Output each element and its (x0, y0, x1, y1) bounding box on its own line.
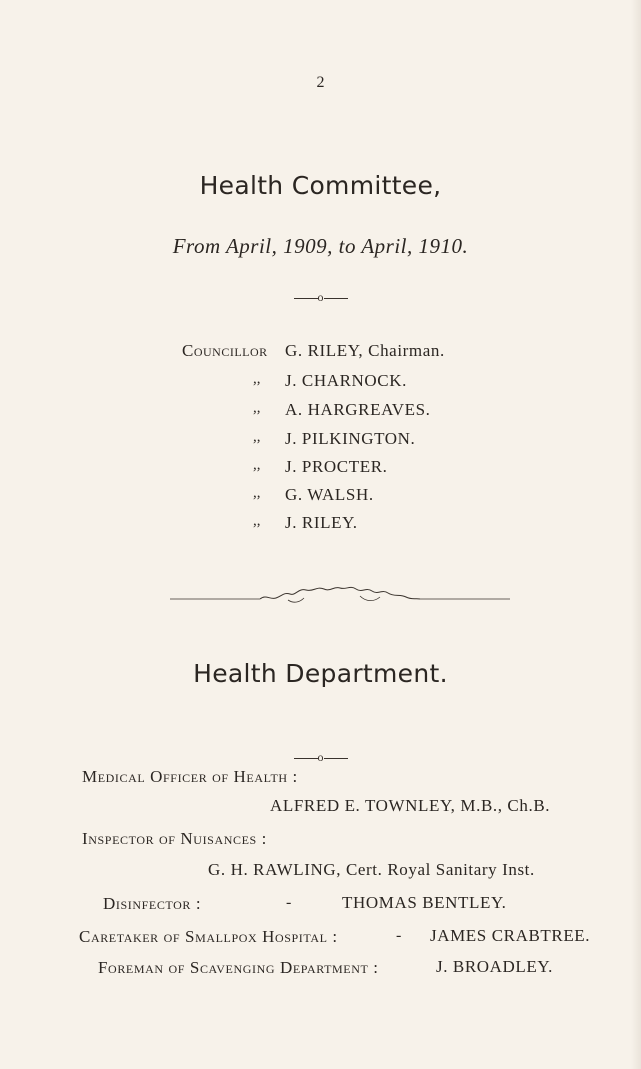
divider-mark: o (317, 290, 324, 304)
officer-title: Medical Officer of Health : (82, 767, 298, 786)
officer-name: ALFRED E. TOWNLEY, M.B., Ch.B. (270, 796, 551, 815)
officer-title: Foreman of Scavenging Department : (98, 958, 379, 977)
member-name: G. WALSH. (285, 485, 374, 504)
divider-mark: o (317, 750, 324, 764)
member-name: J. PROCTER. (285, 457, 388, 476)
member-name: J. PILKINGTON. (285, 429, 416, 448)
member-name: G. RILEY, Chairman. (285, 341, 445, 360)
ditto-mark: ,, (253, 485, 261, 501)
officer-name: J. BROADLEY. (436, 957, 553, 976)
officer-title: Caretaker of Smallpox Hospital : (79, 927, 338, 946)
leader-dash: - (396, 927, 402, 944)
member-role: Councillor (182, 341, 268, 360)
ditto-mark: ,, (253, 371, 261, 387)
ditto-mark: ,, (253, 429, 261, 445)
officer-name: THOMAS BENTLEY. (342, 893, 507, 912)
officer-name: JAMES CRABTREE. (430, 926, 591, 945)
member-name: J. RILEY. (285, 513, 358, 532)
ditto-mark: ,, (253, 513, 261, 529)
ditto-mark: ,, (253, 400, 261, 416)
member-name: A. HARGREAVES. (285, 400, 431, 419)
officer-title: Disinfector : (103, 894, 202, 913)
health-committee-title: Health Committee, (199, 171, 442, 200)
leader-dash: - (286, 894, 292, 911)
member-name: J. CHARNOCK. (285, 371, 407, 390)
officer-name: G. H. RAWLING, Cert. Royal Sanitary Inst. (208, 860, 535, 879)
health-department-title: Health Department. (193, 659, 448, 688)
small-divider (0, 750, 641, 765)
ornamental-divider-icon (170, 580, 510, 606)
committee-period: From April, 1909, to April, 1910. (172, 234, 469, 258)
ditto-mark: ,, (253, 457, 261, 473)
officer-title: Inspector of Nuisances : (82, 829, 267, 848)
page-number: 2 (316, 74, 325, 91)
